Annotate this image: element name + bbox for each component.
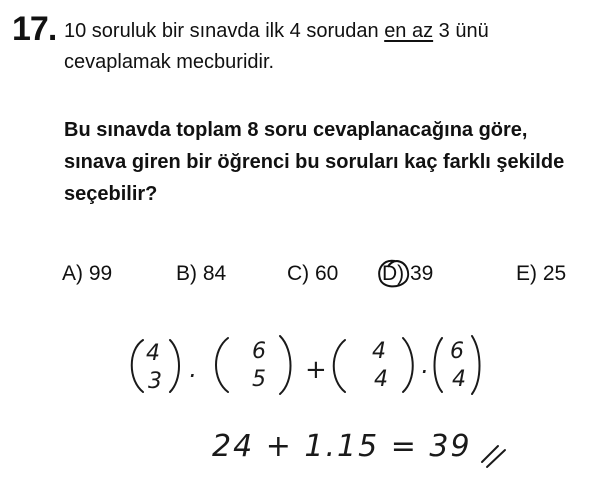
combination-3-top: 4 [372, 339, 386, 364]
plus-sign: + [305, 355, 327, 385]
choice-a[interactable]: A) 99 [62, 262, 113, 285]
right-paren [403, 338, 413, 392]
combination-1-top: 4 [146, 341, 160, 366]
combination-4-bottom: 4 [452, 367, 466, 392]
stem-text-part2: 3 ünü cevaplamak mecburidir. [64, 20, 489, 73]
multiply-dot-1: · [188, 362, 196, 390]
combination-1-bottom: 3 [148, 369, 162, 394]
right-paren [472, 336, 480, 394]
choice-c[interactable]: C) 60 [287, 262, 339, 285]
question-prompt: Bu sınavda toplam 8 soru cevaplanacağına göre, sınava giren bir öğrenci bu soruları kaç farklı şekilde seçebilir? [64, 119, 565, 205]
choice-b[interactable]: B) 84 [176, 262, 227, 285]
right-paren [170, 340, 179, 392]
combination-2-bottom: 5 [252, 367, 266, 392]
left-paren [334, 340, 345, 392]
left-paren [216, 338, 228, 392]
combination-4-top: 6 [450, 339, 464, 364]
choice-d-letter: D [382, 262, 397, 286]
choice-e[interactable]: E) 25 [516, 262, 567, 285]
left-paren [132, 340, 143, 392]
left-paren [435, 338, 443, 392]
stem-text-part1: 10 soruluk bir sınavda ilk 4 sorudan [64, 20, 385, 42]
result-line: 24 + 1.15 = 39 [212, 429, 472, 464]
right-paren [280, 336, 291, 394]
final-answer-mark [482, 446, 505, 467]
multiply-dot-2: · [420, 358, 428, 386]
choice-d-value: ) 39 [397, 262, 434, 285]
question-number: 17. [12, 10, 57, 48]
combination-2-top: 6 [252, 339, 266, 364]
stem-underlined-text: en az [384, 20, 434, 42]
combination-3-bottom: 4 [374, 367, 388, 392]
